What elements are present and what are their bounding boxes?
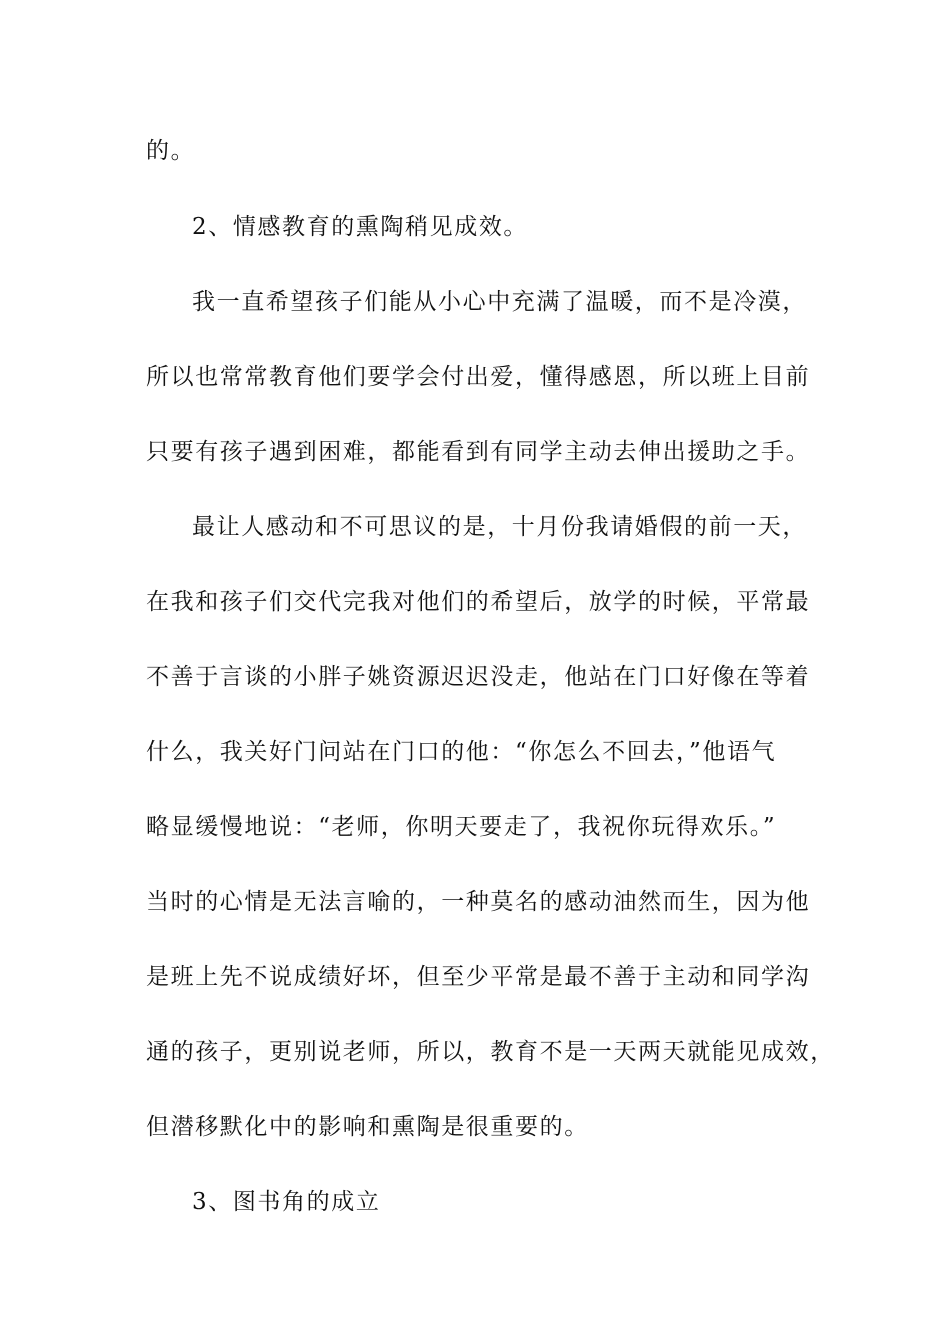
text-line: 略显缓慢地说：“老师，你明天要走了，我祝你玩得欢乐。” [146, 814, 777, 840]
text-line: 只要有孩子遇到困难，都能看到有同学主动去伸出援助之手。 [146, 439, 811, 465]
section-heading: 3、图书角的成立 [192, 1189, 381, 1215]
text-line: 不善于言谈的小胖子姚资源迟迟没走，他站在门口好像在等着 [146, 664, 811, 690]
text-line: 所以也常常教育他们要学会付出爱，懂得感恩，所以班上目前 [146, 364, 811, 390]
text-line: 我一直希望孩子们能从小心中充满了温暖，而不是冷漠， [192, 289, 807, 315]
text-line: 当时的心情是无法言喻的，一种莫名的感动油然而生，因为他 [146, 889, 811, 915]
text-line: 是班上先不说成绩好坏，但至少平常是最不善于主动和同学沟 [146, 964, 811, 990]
text-line: 的。 [146, 138, 196, 164]
text-line: 最让人感动和不可思议的是，十月份我请婚假的前一天， [192, 514, 807, 540]
text-line: 在我和孩子们交代完我对他们的希望后，放学的时候，平常最 [146, 589, 811, 615]
text-line: 但潜移默化中的影响和熏陶是很重要的。 [146, 1114, 589, 1140]
text-line: 什么，我关好门问站在门口的他：“你怎么不回去，”他语气 [146, 739, 777, 765]
section-heading: 2、情感教育的熏陶稍见成效。 [192, 214, 529, 240]
text-line: 通的孩子，更别说老师，所以，教育不是一天两天就能见成效， [146, 1039, 835, 1065]
